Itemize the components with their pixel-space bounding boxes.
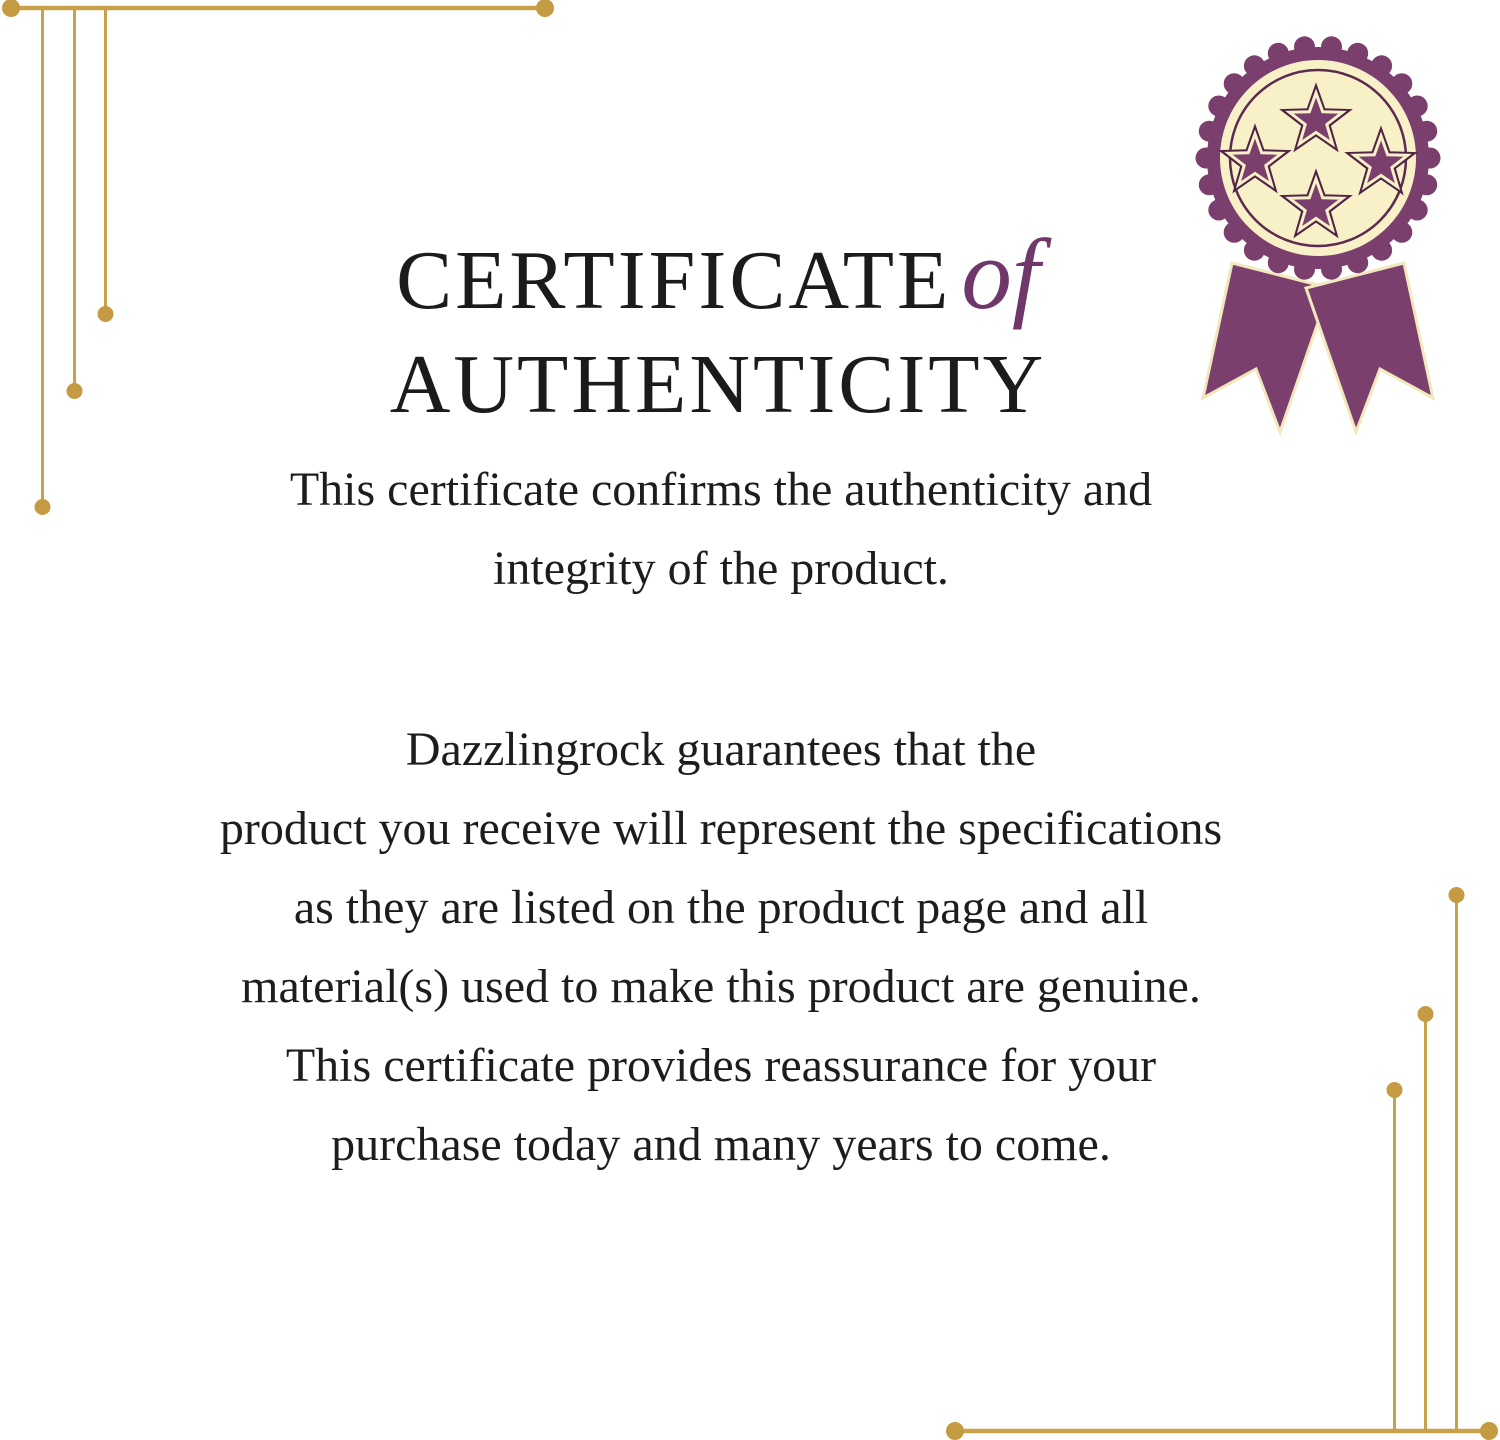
intro-paragraph: [0, 450, 1442, 608]
title-line-2: AUTHENTICITY: [389, 338, 1047, 431]
title-line-1: [0, 218, 1436, 333]
title-word-certificate: CERTIFICATE: [396, 234, 952, 327]
guarantee-line: material(s) used to make this product are genuine.: [241, 960, 1201, 1013]
intro-line: integrity of the product.: [493, 542, 949, 595]
guarantee-line: This certificate provides reassurance for your: [285, 1039, 1157, 1092]
intro-line: This certificate confirms the authenticity and: [289, 463, 1153, 516]
guarantee-line: as they are listed on the product page and all: [293, 881, 1149, 934]
guarantee-paragraph: [0, 710, 1442, 1184]
guarantee-line: purchase today and many years to come.: [331, 1118, 1111, 1171]
title-word-of: of: [961, 218, 1040, 330]
guarantee-line: Dazzlingrock guarantees that the: [405, 723, 1037, 776]
guarantee-line: product you receive will represent the specifications: [219, 802, 1223, 855]
certificate-title: [0, 218, 1436, 437]
